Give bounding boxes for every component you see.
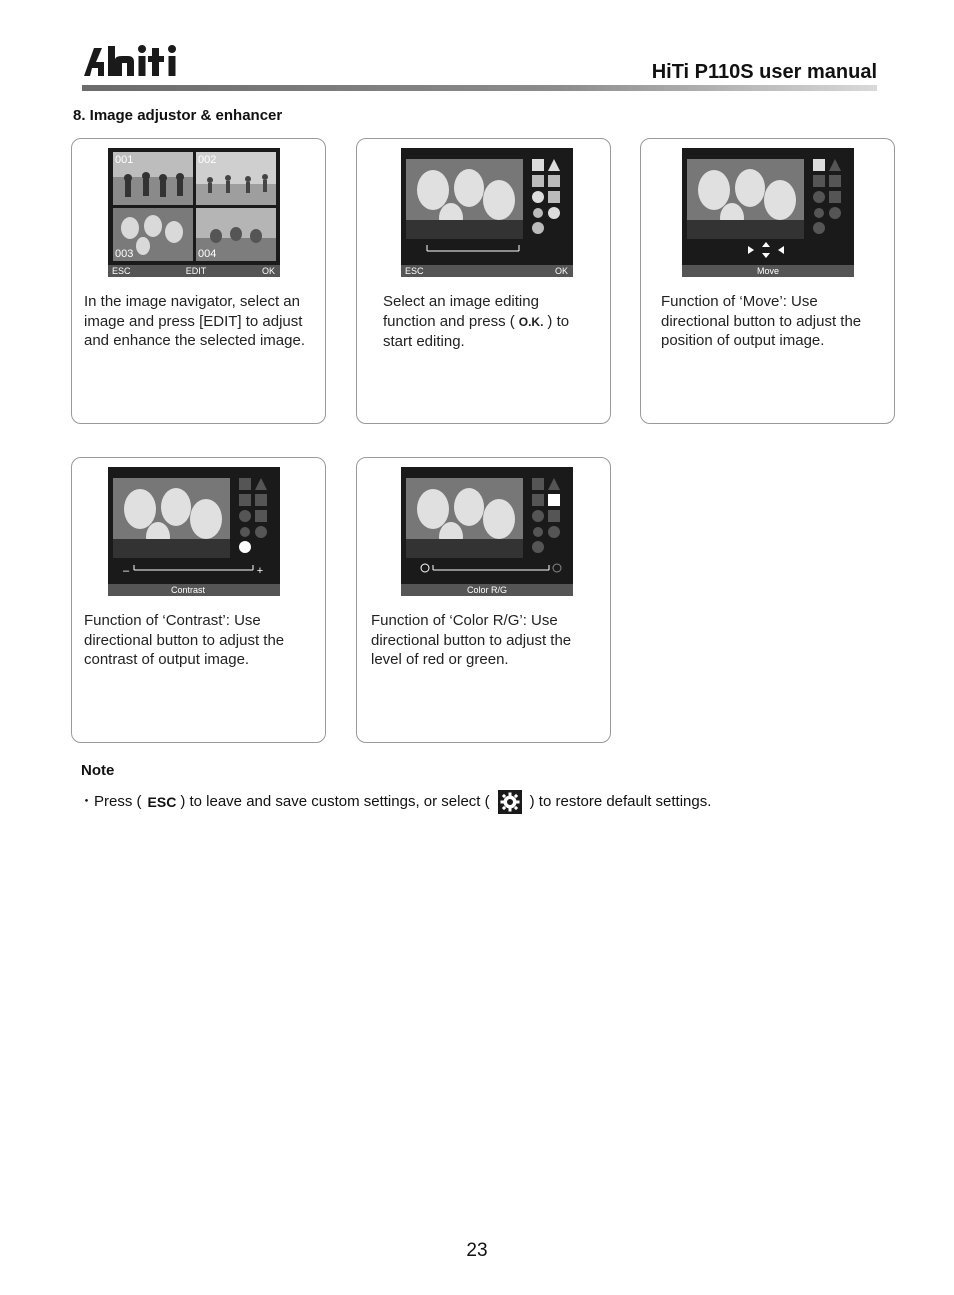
gear-icon — [498, 790, 522, 814]
note-text: ・ Press ( ESC ) to leave and save custom settings, or select ( ) to restore default settings. — [79, 790, 711, 814]
note-title: Note — [81, 762, 115, 779]
lcd-screen-contrast — [108, 467, 280, 596]
section-title: 8. Image adjustor & enhancer — [73, 107, 283, 124]
softkey-esc[interactable]: ESC — [405, 266, 424, 276]
card-description: Function of ‘Color R/G’: Use directional button to adjust the level of red or green. — [371, 612, 572, 668]
bullet: ・ — [79, 793, 95, 810]
lcd-screen-select — [401, 148, 573, 277]
lcd-screen-color — [401, 467, 573, 596]
contrast-minus[interactable]: – — [122, 565, 130, 577]
softkey-edit[interactable]: EDIT — [185, 266, 207, 276]
ok-button-glyph: O.K. — [518, 314, 544, 329]
hiti-logo — [82, 42, 202, 82]
thumb-label-001[interactable]: 001 — [115, 154, 134, 166]
contrast-plus[interactable]: + — [256, 565, 264, 577]
card-color-rg — [356, 457, 611, 743]
thumb-label-004[interactable]: 004 — [198, 248, 217, 260]
page-number: 23 — [466, 1240, 488, 1261]
manual-title: HiTi P110S user manual — [651, 61, 877, 83]
lcd-screen-navigator — [108, 148, 280, 277]
header-rule — [82, 85, 877, 91]
softkey-esc[interactable]: ESC — [112, 266, 131, 276]
thumb-label-002[interactable]: 002 — [198, 154, 217, 166]
esc-key-glyph: ESC — [147, 794, 177, 810]
card-description: Select an image editing function and press ( O.K. ) to start editing. — [383, 293, 570, 350]
mode-label: Contrast — [170, 585, 206, 595]
card-image-navigator — [71, 138, 326, 424]
lcd-screen-move — [682, 148, 854, 277]
mode-label: Color R/G — [466, 585, 508, 595]
thumb-label-003[interactable]: 003 — [115, 248, 134, 260]
card-description: Function of ‘Contrast’: Use directional button to adjust the contrast of output image. — [84, 612, 285, 668]
softkey-ok[interactable]: OK — [554, 266, 568, 276]
card-contrast — [71, 457, 326, 743]
card-move — [640, 138, 895, 424]
card-description: Function of ‘Move’: Use directional button to adjust the position of output image. — [661, 293, 862, 349]
softkey-ok[interactable]: OK — [261, 266, 275, 276]
mode-label: Move — [756, 266, 780, 276]
card-select-function — [356, 138, 611, 424]
card-description: In the image navigator, select an image and press [EDIT] to adjust and enhance the selected image. — [84, 293, 305, 349]
